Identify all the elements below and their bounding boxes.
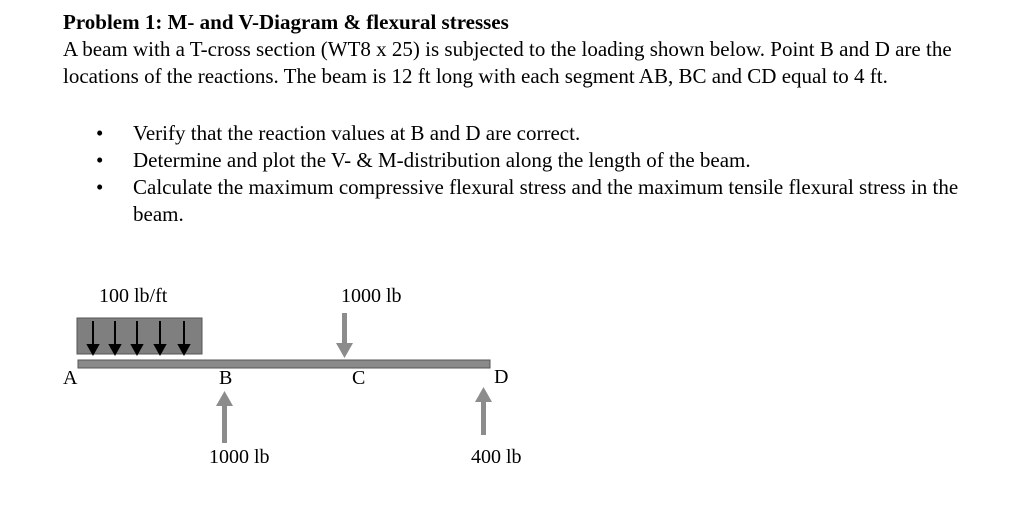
reaction-arrow-b xyxy=(216,391,233,443)
bullet-icon: • xyxy=(96,121,104,145)
reaction-d-label: 400 lb xyxy=(471,446,522,468)
reaction-arrow-d xyxy=(475,387,492,435)
bullet-icon: • xyxy=(96,148,104,172)
point-c-label: C xyxy=(352,367,366,389)
point-d-label: D xyxy=(494,366,509,388)
reaction-b-label: 1000 lb xyxy=(209,446,270,468)
point-b-label: B xyxy=(219,367,233,389)
beam xyxy=(78,360,490,368)
task-text: Determine and plot the V- & M-distribution along the length of the beam. xyxy=(133,148,751,172)
task-text: Verify that the reaction values at B and D are correct. xyxy=(133,121,581,145)
problem-intro: A beam with a T-cross section (WT8 x 25) is subjected to the loading shown below. Point B and D are the locations of the reactions. The beam is 12 ft long with each segment AB, BC and CD equal to 4 ft. xyxy=(63,37,952,88)
task-text: Calculate the maximum compressive flexural stress and the maximum tensile flexural stress in the beam. xyxy=(133,175,959,226)
point-a-label: A xyxy=(63,367,78,389)
problem-title: Problem 1: M- and V-Diagram & flexural stresses xyxy=(63,10,509,34)
bullet-icon: • xyxy=(96,175,104,199)
point-load-label: 1000 lb xyxy=(341,285,402,307)
distributed-load-label: 100 lb/ft xyxy=(99,285,168,307)
point-load-arrow xyxy=(336,313,353,358)
